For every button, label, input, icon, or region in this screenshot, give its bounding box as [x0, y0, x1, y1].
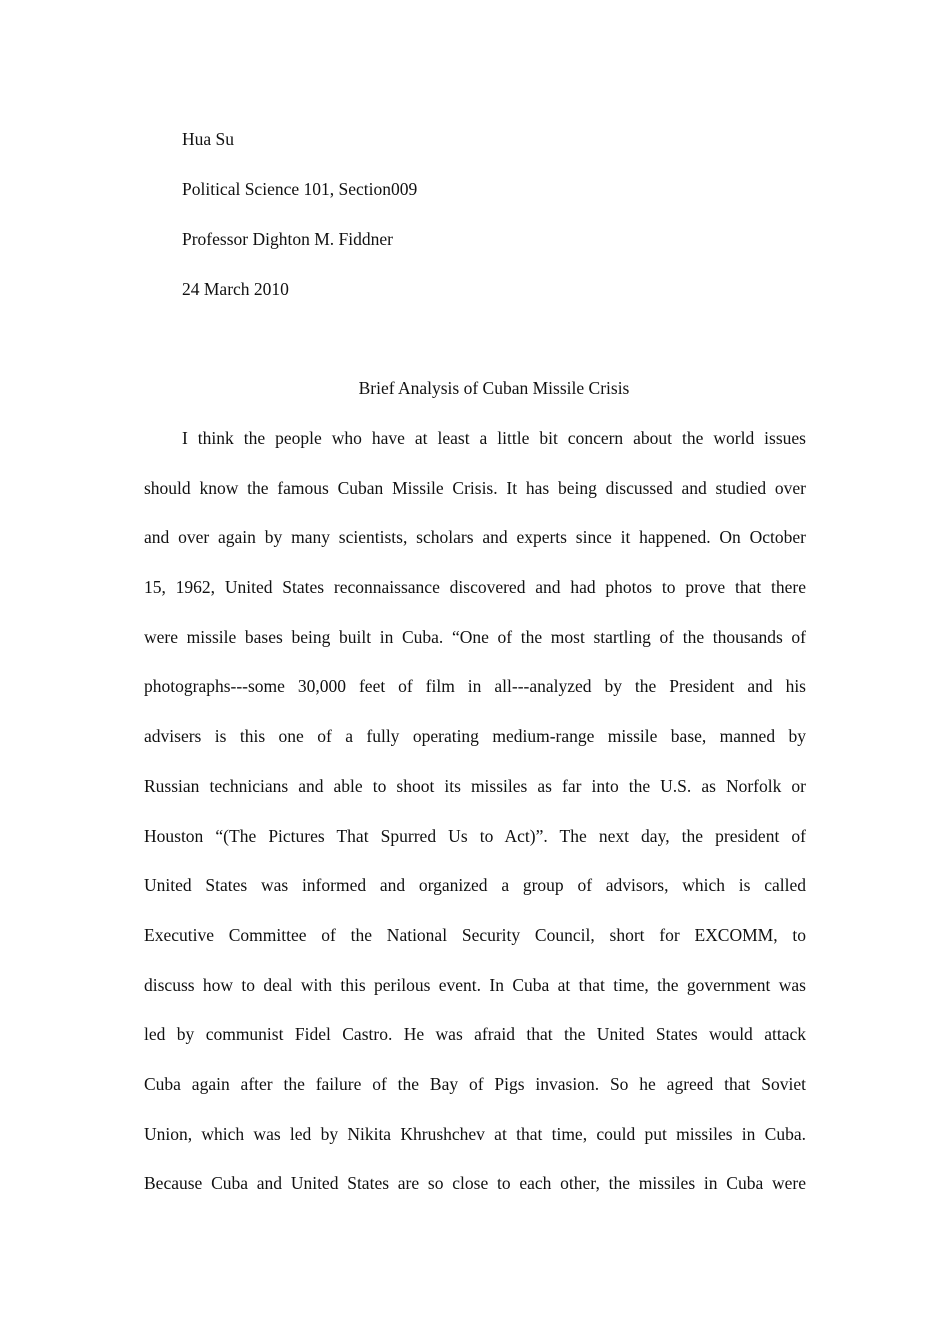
- body-line: United States was informed and organized a group of advisors, which is called: [144, 875, 806, 896]
- body-line: discuss how to deal with this perilous event. In Cuba at that time, the government was: [144, 974, 806, 995]
- body-line: Executive Committee of the National Security Council, short for EXCOMM, to: [144, 924, 806, 945]
- essay-body: [144, 428, 806, 1223]
- essay-title: Brief Analysis of Cuban Missile Crisis: [358, 378, 630, 398]
- author-name: Hua Su: [182, 129, 235, 149]
- body-line: and over again by many scientists, scholars and experts since it happened. On October: [144, 527, 806, 548]
- body-line: photographs---some 30,000 feet of film in all---analyzed by the President and his: [144, 676, 806, 697]
- body-line: Russian technicians and able to shoot its missiles as far into the U.S. as Norfolk or: [144, 775, 806, 796]
- course-name: Political Science 101, Section009: [182, 179, 418, 199]
- body-line: 15, 1962, United States reconnaissance discovered and had photos to prove that there: [144, 577, 806, 598]
- body-line: Houston “(The Pictures That Spurred Us to Act)”. The next day, the president of: [144, 825, 806, 846]
- body-line: Because Cuba and United States are so close to each other, the missiles in Cuba were: [144, 1173, 806, 1194]
- body-line: Cuba again after the failure of the Bay of Pigs invasion. So he agreed that Soviet: [144, 1073, 806, 1094]
- body-line: Union, which was led by Nikita Khrushchev at that time, could put missiles in Cuba.: [144, 1123, 806, 1144]
- body-line: advisers is this one of a fully operating medium-range missile base, manned by: [144, 726, 806, 747]
- body-line: were missile bases being built in Cuba. “One of the most startling of the thousands of: [144, 626, 806, 647]
- body-line: led by communist Fidel Castro. He was afraid that the United States would attack: [144, 1024, 806, 1045]
- body-line: should know the famous Cuban Missile Crisis. It has being discussed and studied over: [144, 477, 806, 498]
- professor-name: Professor Dighton M. Fiddner: [182, 229, 393, 249]
- submission-date: 24 March 2010: [182, 279, 289, 299]
- body-line: I think the people who have at least a little bit concern about the world issues: [182, 428, 806, 448]
